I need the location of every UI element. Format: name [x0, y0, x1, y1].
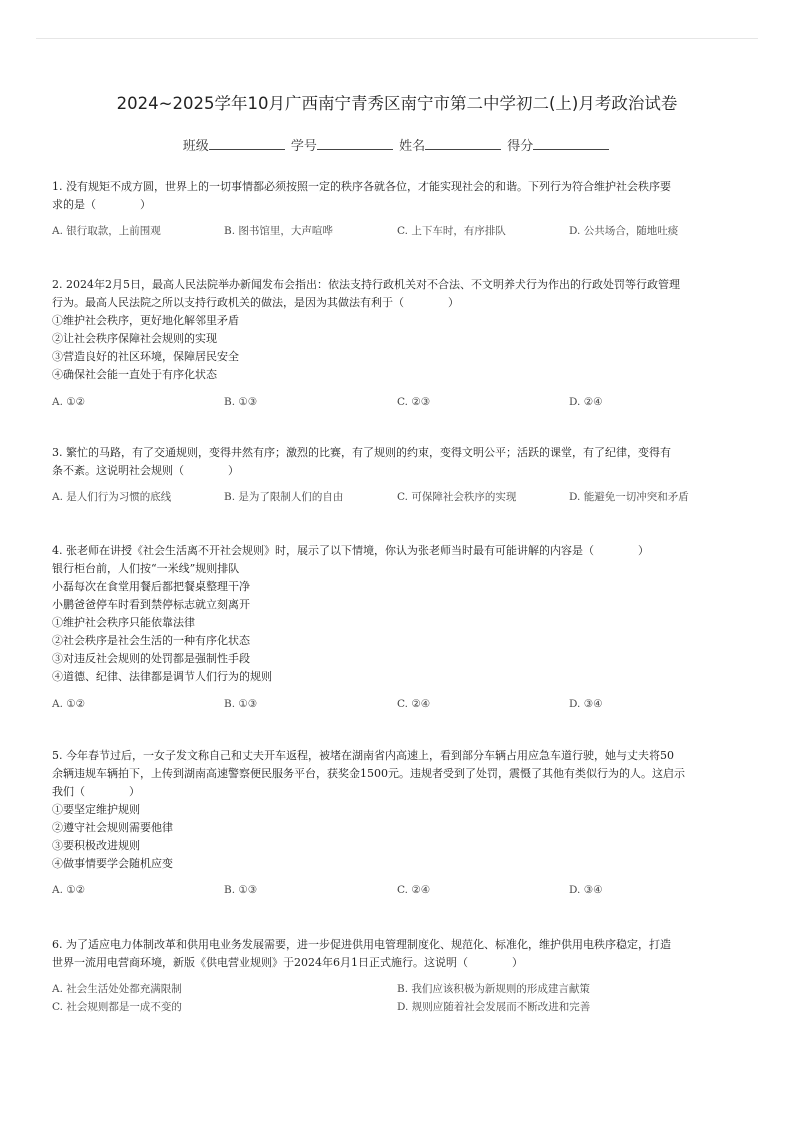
option-d[interactable]: D. 能避免一切冲突和矛盾 [569, 491, 689, 503]
stem-line: 1. 没有规矩不成方圆，世界上的一切事情都必须按照一定的秩序各就各位，才能实现社会的和谐。下列行为符合维护社会秩序要 [52, 180, 671, 193]
stem-line: 求的是（ ） [52, 198, 151, 211]
question-stem [52, 276, 742, 384]
stem-line: 余辆违规车辆拍下，上传到湖南高速警察便民服务平台，获奖金1500元。违规者受到了处罚，震慑了其他有类似行为的人。这启示 [52, 767, 685, 780]
stem-line: 银行柜台前，人们按“一米线”规则排队 [52, 562, 240, 575]
option-d[interactable]: D. ③④ [569, 698, 603, 710]
question-stem [52, 444, 742, 480]
stem-line: ④做事情要学会随机应变 [52, 857, 173, 870]
score-blank[interactable] [533, 136, 609, 150]
question-3 [52, 444, 742, 506]
option-c[interactable]: C. 可保障社会秩序的实现 [397, 491, 517, 503]
stem-line: 3. 繁忙的马路，有了交通规则，变得井然有序；激烈的比赛，有了规则的约束，变得文明公平；活跃的课堂，有了纪律，变得有 [52, 446, 671, 459]
stem-line: ④确保社会能一直处于有序化状态 [52, 368, 217, 381]
options-row [52, 695, 742, 713]
stem-line: ①维护社会秩序只能依靠法律 [52, 616, 195, 629]
stem-line: ①维护社会秩序，更好地化解邻里矛盾 [52, 314, 239, 327]
stem-line: ①要坚定维护规则 [52, 803, 140, 816]
option-c[interactable]: C. ②④ [397, 884, 431, 896]
question-1 [52, 178, 742, 240]
option-b[interactable]: B. 图书馆里，大声喧哗 [224, 225, 333, 237]
stem-line: ②遵守社会规则需要他律 [52, 821, 173, 834]
stem-line: 小鹏爸爸停车时看到禁停标志就立刻离开 [52, 598, 250, 611]
option-a[interactable]: A. 是人们行为习惯的底线 [52, 491, 172, 503]
question-2 [52, 276, 742, 411]
stem-line: 2. 2024年2月5日，最高人民法院举办新闻发布会指出：依法支持行政机关对不合法、不文明养犬行为作出的行政处罚等行政管理 [52, 278, 680, 291]
stem-line: ④道德、纪律、法律都是调节人们行为的规则 [52, 670, 272, 683]
stem-line: 6. 为了适应电力体制改革和供用电业务发展需要，进一步促进供用电管理制度化、规范化、标准化，维护供用电秩序稳定，打造 [52, 938, 671, 951]
option-d[interactable]: D. ②④ [569, 396, 603, 408]
option-c[interactable]: C. ②③ [397, 396, 431, 408]
option-c[interactable]: C. 上下车时，有序排队 [397, 225, 506, 237]
stem-line: ③要积极改进规则 [52, 839, 140, 852]
option-b[interactable]: B. 我们应该积极为新规则的形成建言献策 [397, 983, 590, 995]
options-row [52, 393, 742, 411]
option-b[interactable]: B. 是为了限制人们的自由 [224, 491, 344, 503]
stem-line: ③对违反社会规则的处罚都是强制性手段 [52, 652, 250, 665]
options-row [52, 222, 742, 240]
stem-line: ②社会秩序是社会生活的一种有序化状态 [52, 634, 250, 647]
stem-line: 5. 今年春节过后，一女子发文称自己和丈夫开车返程，被堵在湖南省内高速上，看到部分车辆占用应急车道行驶，她与丈夫将50 [52, 749, 674, 762]
option-a[interactable]: A. ①② [52, 698, 86, 710]
option-d[interactable]: D. 公共场合，随地吐痰 [569, 225, 679, 237]
stem-line: ②让社会秩序保障社会规则的实现 [52, 332, 217, 345]
stem-line: ③营造良好的社区环境，保障居民安全 [52, 350, 239, 363]
option-b[interactable]: B. ①③ [224, 884, 258, 896]
options-row [52, 998, 742, 1016]
question-5 [52, 747, 742, 899]
question-6 [52, 936, 742, 1016]
student-info-row [0, 135, 794, 154]
option-a[interactable]: A. ①② [52, 884, 86, 896]
page-title: 2024~2025学年10月广西南宁青秀区南宁市第二中学初二(上)月考政治试卷 [116, 94, 678, 113]
option-a[interactable]: A. ①② [52, 396, 86, 408]
option-b[interactable]: B. ①③ [224, 396, 258, 408]
option-d[interactable]: D. 规则应随着社会发展而不断改进和完善 [397, 1001, 591, 1013]
options-row [52, 881, 742, 899]
score-label: 得分 [507, 139, 534, 154]
class-blank[interactable] [209, 136, 285, 150]
student-id-label: 学号 [290, 139, 317, 154]
options-grid [52, 980, 742, 1016]
options-row [52, 980, 742, 998]
stem-line: 小磊每次在食堂用餐后都把餐桌整理干净 [52, 580, 250, 593]
class-label: 班级 [182, 139, 209, 154]
top-divider [36, 38, 758, 39]
name-blank[interactable] [425, 136, 501, 150]
option-c[interactable]: C. ②④ [397, 698, 431, 710]
stem-line: 我们（ ） [52, 785, 140, 798]
option-a[interactable]: A. 银行取款，上前围观 [52, 225, 161, 237]
stem-line: 行为。最高人民法院之所以支持行政机关的做法，是因为其做法有利于（ ） [52, 296, 459, 309]
question-stem [52, 936, 742, 972]
name-label: 姓名 [399, 139, 426, 154]
stem-line: 世界一流用电营商环境，新版《供电营业规则》于2024年6月1日正式施行。这说明（ ） [52, 956, 523, 969]
student-id-blank[interactable] [317, 136, 393, 150]
option-c[interactable]: C. 社会规则都是一成不变的 [52, 1001, 182, 1013]
question-stem [52, 747, 742, 873]
option-a[interactable]: A. 社会生活处处都充满限制 [52, 983, 182, 995]
question-4 [52, 542, 742, 713]
stem-line: 条不紊。这说明社会规则（ ） [52, 464, 239, 477]
stem-line: 4. 张老师在讲授《社会生活离不开社会规则》时，展示了以下情境，你认为张老师当时最有可能讲解的内容是（ ） [52, 544, 649, 557]
option-d[interactable]: D. ③④ [569, 884, 603, 896]
options-row [52, 488, 742, 506]
question-stem [52, 178, 742, 214]
question-stem [52, 542, 742, 686]
option-b[interactable]: B. ①③ [224, 698, 258, 710]
